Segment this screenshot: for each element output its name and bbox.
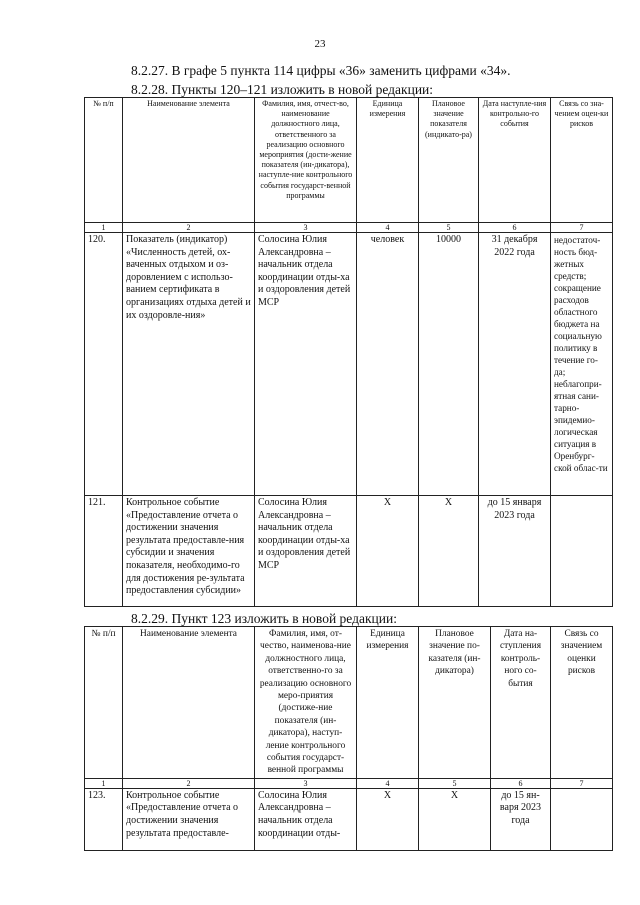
header-unit: Единица измерения [357, 98, 419, 223]
header-responsible: Фамилия, имя, отчест-во, наименование должностного лица, ответственного за реализацию основного мероприятия (дости-жение показателя (ин-дикатора), наступле-ние контрольного события государст-венной программы [255, 98, 357, 223]
col-number: 4 [357, 223, 419, 233]
col-number: 7 [551, 778, 613, 788]
row-event-date: 31 декабря 2022 года [479, 233, 551, 496]
header-planned-value: Плановое значение показателя (индикато-ра) [419, 98, 479, 223]
header-risk: Связь со значением оценки рисков [551, 627, 613, 779]
col-number: 2 [123, 223, 255, 233]
row-element-name: Контрольное событие «Предоставление отчета о достижении значения результата предоставле- [123, 788, 255, 850]
row-element-name: Показатель (индикатор) «Численность детей, ох-ваченных отдыхом и оз-доровлением с использо-ванием сертификата в организациях отдыха детей и их оздоровле-ния» [123, 233, 255, 496]
row-risk [551, 788, 613, 850]
col-number: 4 [357, 778, 419, 788]
row-unit: Х [357, 788, 419, 850]
table-row [85, 788, 613, 850]
col-number: 6 [491, 778, 551, 788]
row-risk [551, 496, 613, 607]
header-num: № п/п [85, 627, 123, 779]
row-planned-value: Х [419, 496, 479, 607]
header-element-name: Наименование элемента [123, 98, 255, 223]
paragraph-8-2-27: 8.2.27. В графе 5 пункта 114 цифры «36» заменить цифрами «34». [131, 63, 511, 78]
table-row [85, 496, 613, 607]
col-number: 7 [551, 223, 613, 233]
row-unit: Х [357, 496, 419, 607]
table-items-120-121 [84, 97, 613, 607]
table-row [85, 233, 613, 496]
table-item-123 [84, 626, 613, 851]
header-event-date: Дата на-ступления контроль-ного со-бытия [491, 627, 551, 779]
col-number: 3 [255, 778, 357, 788]
row-unit: человек [357, 233, 419, 496]
header-unit: Единица измерения [357, 627, 419, 779]
row-event-date: до 15 ян-варя 2023 года [491, 788, 551, 850]
col-number: 1 [85, 223, 123, 233]
header-event-date: Дата наступле-ния контрольно-го события [479, 98, 551, 223]
paragraph-8-2-29: 8.2.29. Пункт 123 изложить в новой редакции: [131, 611, 397, 626]
page-number: 23 [314, 38, 326, 50]
row-responsible: Солосина Юлия Александровна – начальник отдела координации отды-ха и оздоровления детей МСР [255, 233, 357, 496]
col-number: 3 [255, 223, 357, 233]
table-header-row [85, 98, 613, 223]
column-number-row [85, 223, 613, 233]
column-number-row [85, 778, 613, 788]
row-num: 120. [85, 233, 123, 496]
col-number: 5 [419, 223, 479, 233]
row-num: 123. [85, 788, 123, 850]
header-planned-value: Плановое значение по-казателя (ин-дикатора) [419, 627, 491, 779]
col-number: 1 [85, 778, 123, 788]
row-planned-value: 10000 [419, 233, 479, 496]
header-element-name: Наименование элемента [123, 627, 255, 779]
row-responsible: Солосина Юлия Александровна – начальник отдела координации отды-ха и оздоровления детей МСР [255, 496, 357, 607]
row-num: 121. [85, 496, 123, 607]
row-event-date: до 15 января 2023 года [479, 496, 551, 607]
col-number: 6 [479, 223, 551, 233]
header-risk: Связь со зна-чением оцен-ки рисков [551, 98, 613, 223]
paragraph-8-2-28: 8.2.28. Пункты 120–121 изложить в новой редакции: [131, 82, 434, 97]
row-risk: недостаточ-ность бюд-жетных средств; сокращение расходов областного бюджета на социальную политику в течение го-да; неблагопри-ятная сани-тарно-эпидемио-логическая ситуация в Оренбург-ской облас-ти [551, 233, 613, 496]
row-planned-value: Х [419, 788, 491, 850]
col-number: 2 [123, 778, 255, 788]
header-num: № п/п [85, 98, 123, 223]
col-number: 5 [419, 778, 491, 788]
table-header-row [85, 627, 613, 779]
row-responsible: Солосина Юлия Александровна – начальник отдела координации отды- [255, 788, 357, 850]
row-element-name: Контрольное событие «Предоставление отчета о достижении значения результата предоставле-ния субсидии и значения показателя, необходимо-го для достижения ре-зультата предоставления субсидии» [123, 496, 255, 607]
header-responsible: Фамилия, имя, от-чество, наименова-ние должностного лица, ответственно-го за реализацию основного меро-приятия (достиже-ние показателя (ин-дикатора), наступ-ление контрольного события государст-венной программы [255, 627, 357, 779]
